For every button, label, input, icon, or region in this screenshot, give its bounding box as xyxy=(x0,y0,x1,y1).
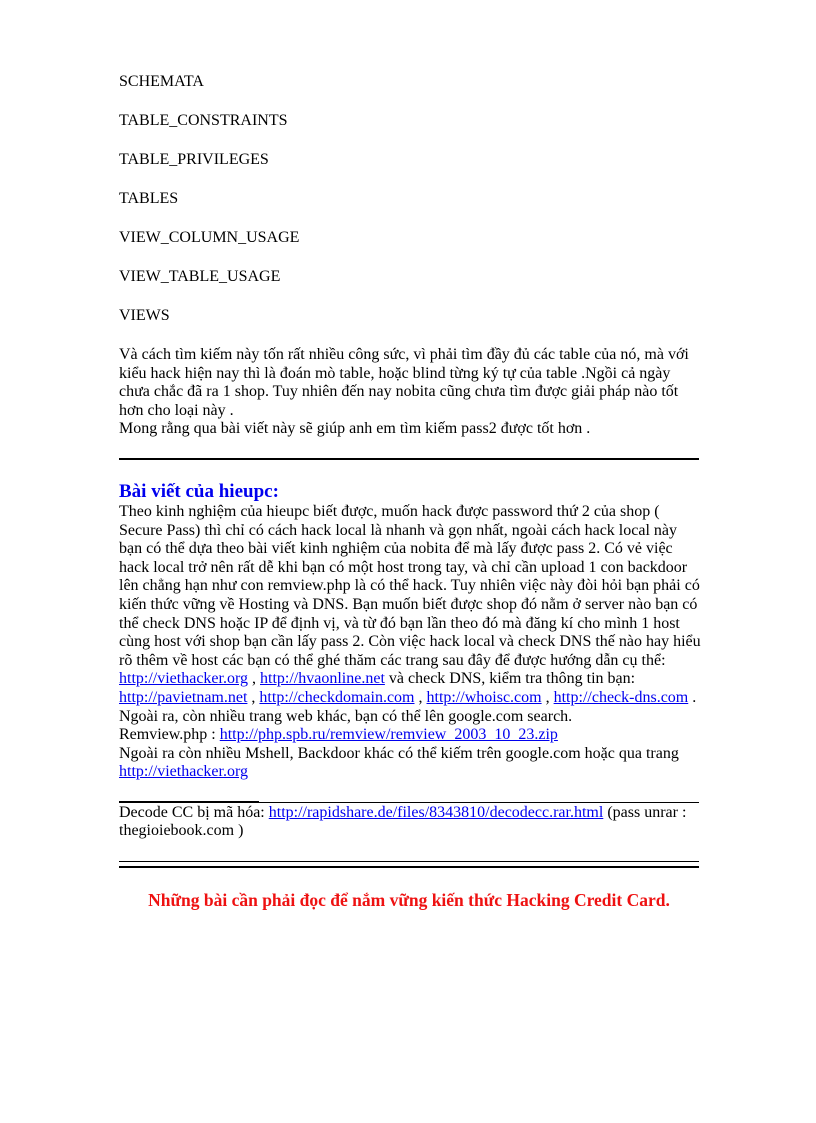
table-name-item: VIEWS xyxy=(119,307,170,324)
hvaonline-link[interactable]: http://hvaonline.net xyxy=(260,670,385,688)
remview-label: Remview.php : xyxy=(119,726,220,744)
table-name-item: VIEW_TABLE_USAGE xyxy=(119,268,281,285)
whoisc-link[interactable]: http://whoisc.com xyxy=(426,688,542,706)
decode-tail: (pass unrar : thegioiebook.com ) xyxy=(119,803,687,840)
remview-download-link[interactable]: http://php.spb.ru/remview/remview_2003_10_23.zip xyxy=(219,726,558,744)
divider-long-line xyxy=(119,802,699,803)
table-name-item: VIEW_COLUMN_USAGE xyxy=(119,229,300,246)
table-name-list xyxy=(119,73,701,346)
table-name-item: SCHEMATA xyxy=(119,73,204,90)
hieupc-mid-text: và check DNS, kiểm tra thông tin bạn: xyxy=(384,670,636,688)
viethacker-link[interactable]: http://viethacker.org xyxy=(119,670,249,688)
section-divider xyxy=(119,458,699,460)
pavietnam-link[interactable]: http://pavietnam.net xyxy=(119,688,248,706)
remview-line xyxy=(119,726,701,745)
check-dns-link[interactable]: http://check-dns.com xyxy=(553,688,689,706)
table-name-item: TABLE_PRIVILEGES xyxy=(119,151,269,168)
link-separator: , xyxy=(414,688,427,706)
hieupc-section-heading: Bài viết của hieupc: xyxy=(119,480,279,502)
hieupc-paragraph xyxy=(119,503,701,726)
required-reading-heading: Những bài cần phải đọc để nắm vững kiến thức Hacking Credit Card. xyxy=(148,890,670,911)
section-divider xyxy=(119,801,699,804)
double-divider xyxy=(119,861,699,868)
link-separator: , xyxy=(247,688,260,706)
search-effort-paragraph: Và cách tìm kiếm này tốn rất nhiều công sức, vì phải tìm đầy đủ các table của nó, mà với kiểu hack hiện nay thì là đoán mò table, hoặc blind từng ký tự của table .Ngồi cả ngày chưa chắc đã ra 1 shop. Tuy nhiên đến nay nobita cũng chưa tìm được giải pháp nào tốt hơn cho loại này . xyxy=(119,346,689,419)
table-name-item: TABLES xyxy=(119,190,179,207)
closing-wish-paragraph: Mong rằng qua bài viết này sẽ giúp anh em tìm kiếm pass2 được tốt hơn . xyxy=(119,420,591,438)
decode-cc-paragraph xyxy=(119,804,701,841)
decode-label: Decode CC bị mã hóa: xyxy=(119,803,269,821)
rapidshare-link[interactable]: http://rapidshare.de/files/8343810/decodecc.rar.html xyxy=(268,803,604,821)
page-content xyxy=(119,73,701,911)
link-separator: , xyxy=(541,688,554,706)
checkdomain-link[interactable]: http://checkdomain.com xyxy=(259,688,415,706)
link-separator: , xyxy=(248,670,261,688)
mshell-text: Ngoài ra còn nhiều Mshell, Backdoor khác có thể kiếm trên google.com hoặc qua trang xyxy=(119,744,679,762)
mshell-paragraph xyxy=(119,745,701,782)
hieupc-text: Theo kinh nghiệm của hieupc biết được, muốn hack được password thứ 2 của shop ( Secure Pass) thì chỉ có cách hack local là nhanh và gọn nhất, ngoài cách hack local này bạn có thể dựa theo bài viết kinh nghiệm của nobita để mà lấy được pass 2. Có vẻ việc hack local trở nên rất dễ khi bạn có một host trong tay, và chỉ cần upload 1 con backdoor lên chẳng hạn như con remview.php là có thể hack. Tuy nhiên việc này đòi hỏi bạn phải có kiến thức vững về Hosting và DNS. Bạn muốn biết được shop đó nằm ở server nào bạn có thể check DNS hoặc IP để định vị, và từ đó bạn lần theo đó mà đăng kí cho mình 1 host cùng host với shop bạn cần lấy pass 2. Còn việc hack local và check DNS thế nào hay hiểu rõ thêm về host các bạn có thể ghé thăm các trang sau đây để được hướng dẫn cụ thể: xyxy=(119,502,701,669)
table-name-item: TABLE_CONSTRAINTS xyxy=(119,112,288,129)
hieupc-tail-text: . Ngoài ra, còn nhiều trang web khác, bạn có thể lên google.com search. xyxy=(119,688,697,725)
viethacker-link[interactable]: http://viethacker.org xyxy=(119,763,249,781)
